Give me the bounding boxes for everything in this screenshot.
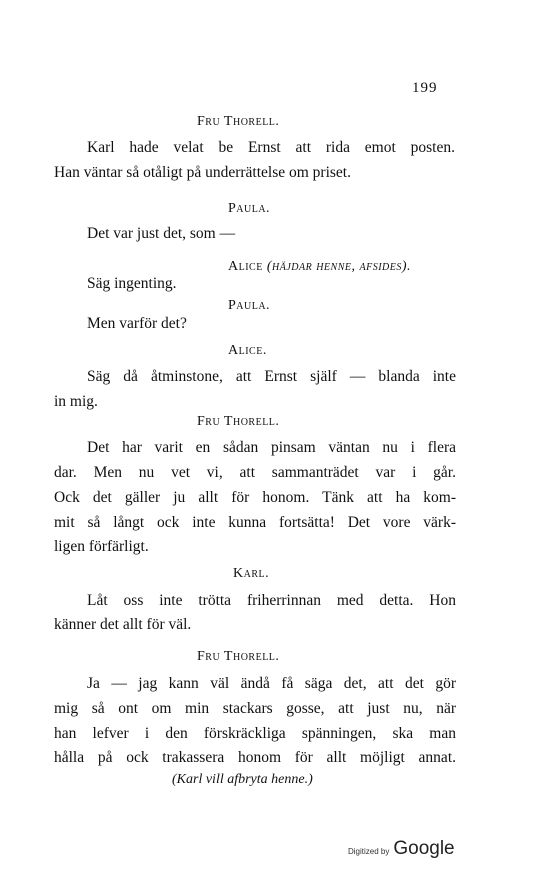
text-line: han lefver i den förskräckliga spänningen, ska man (54, 725, 456, 742)
speaker-name: Fru Thorell. (197, 114, 280, 129)
stage-direction: (Karl vill afbryta henne.) (172, 772, 313, 787)
speaker-name: Paula. (228, 201, 271, 216)
text-line: ligen förfärligt. (54, 538, 149, 555)
speaker-name: Karl. (233, 566, 270, 581)
text-line: dar. Men nu vet vi, att sammanträdet var i går. (54, 464, 456, 481)
text-line: Men varför det? (87, 315, 187, 332)
google-logo: Google (393, 838, 455, 859)
speaker-direction: (häjdar henne, afsides). (266, 259, 412, 274)
text-line: hålla på ock trakassera honom för allt möjligt annat. (54, 749, 456, 766)
speaker-label: Alice (228, 259, 263, 274)
speaker-name (228, 259, 411, 275)
text-line: Karl hade velat be Ernst att rida emot posten. (87, 139, 455, 156)
text-line: Det har varit en sådan pinsam väntan nu i flera (87, 439, 456, 456)
text-line: Säg ingenting. (87, 275, 177, 292)
text-line: känner det allt för väl. (54, 616, 192, 633)
speaker-name: Fru Thorell. (197, 414, 280, 429)
digitized-by-google-watermark (348, 838, 455, 860)
speaker-name: Fru Thorell. (197, 649, 280, 664)
text-line: Låt oss inte trötta friherrinnan med detta. Hon (87, 592, 456, 609)
text-line: mit så långt ock inte kunna fortsätta! Det vore värk- (54, 514, 456, 531)
text-line: mig så ont om min stackars gosse, att just nu, när (54, 700, 456, 717)
speaker-name: Paula. (228, 298, 271, 313)
text-line: in mig. (54, 393, 98, 410)
text-line: Säg då åtminstone, att Ernst själf — blanda inte (87, 368, 456, 385)
text-line: Ock det gäller ju allt för honom. Tänk att ha kom- (54, 489, 456, 506)
text-line: Det var just det, som — (87, 225, 236, 242)
text-line: Han väntar så otåligt på underrättelse om priset. (54, 164, 351, 181)
digitized-label: Digitized by (348, 847, 390, 856)
speaker-name: Alice. (228, 343, 267, 358)
text-line: Ja — jag kann väl ändå få säga det, att det gör (87, 675, 456, 692)
page-number: 199 (412, 80, 438, 96)
